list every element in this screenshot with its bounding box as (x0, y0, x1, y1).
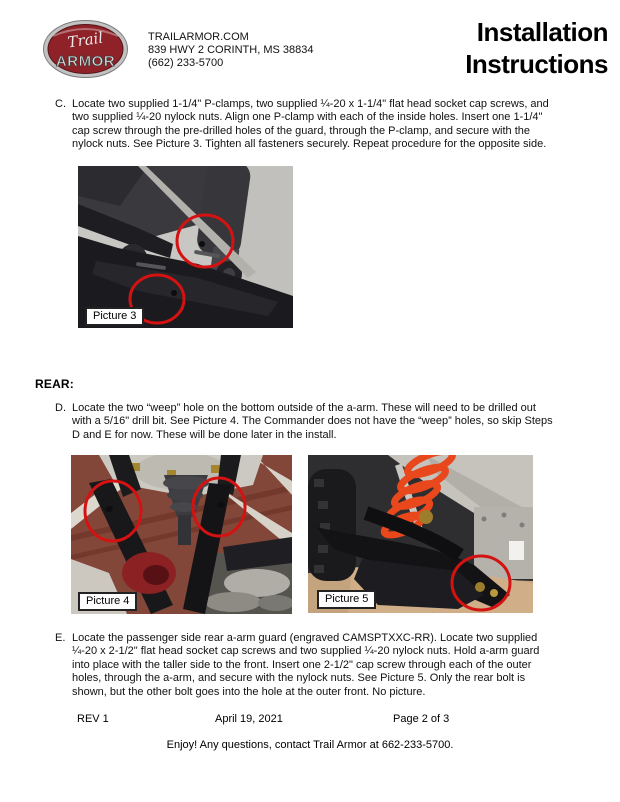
picture-5-label: Picture 5 (317, 590, 376, 609)
title-line-1: Installation (476, 17, 608, 47)
footer-page-number: Page 2 of 3 (393, 713, 450, 725)
company-address: 839 HWY 2 CORINTH, MS 38834 (148, 44, 314, 56)
picture-4-photo (71, 455, 292, 614)
step-c (55, 98, 555, 152)
step-d-text: Locate the two “weep” hole on the bottom outside of the a-arm. These will need to be drilled out with a 5/16" drill bit. See Picture 4. The Commander does not have the “weep” holes, so skip Steps D and E for now. These will be done later in the install. (72, 402, 553, 441)
page-title (465, 16, 608, 80)
step-e (55, 632, 555, 699)
step-d-label: D. (55, 402, 66, 414)
rear-section-heading: REAR: (35, 377, 74, 391)
picture-4-label: Picture 4 (78, 592, 137, 611)
footer-date: April 19, 2021 (215, 713, 283, 725)
trail-armor-logo (43, 20, 128, 78)
logo-armor-text: ARMOR (55, 53, 116, 70)
step-c-label: C. (55, 98, 66, 110)
picture-5-photo (308, 455, 533, 613)
picture-3-image (78, 166, 293, 328)
company-phone: (662) 233-5700 (148, 57, 224, 69)
step-e-text: Locate the passenger side rear a-arm guard (engraved CAMSPTXXC-RR). Locate two supplied ¼-20 x 2-1/2" flat head socket cap screws and two supplied ¼-20 nylock nuts. Hold a-arm guard into place with the taller side to the front. Insert one 2-1/2" cap screw through each of the outer holes, through the a-arm, and secure with the nylock nuts. See Picture 5. Only the rear bolt is shown, but the other bolt goes into the hole at the outer front. No picture. (72, 632, 540, 698)
logo-trail-text: Trail (66, 28, 105, 52)
picture-3-photo (78, 166, 293, 328)
title-line-2: Instructions (465, 49, 608, 79)
company-website: TRAILARMOR.COM (148, 31, 249, 43)
picture-4-image (71, 455, 292, 614)
company-info (148, 31, 313, 70)
step-e-label: E. (55, 632, 66, 644)
step-c-text: Locate two supplied 1-1/4" P-clamps, two supplied ¼-20 x 1-1/4" flat head socket cap screws, and two supplied ¼-20 nylock nuts. Align one P-clamp with each of the inside holes. Insert one 1-1/4" cap screw through the pre-drilled holes of the guard, through the P-clamp, and secure with the nylock nuts. See Picture 3. Tighten all fasteners securely. Repeat procedure for the opposite side. (72, 98, 549, 151)
footer-revision: REV 1 (77, 713, 109, 725)
footer-contact-line: Enjoy! Any questions, contact Trail Armor at 662-233-5700. (166, 739, 454, 751)
step-d (55, 402, 555, 442)
picture-3-label: Picture 3 (85, 307, 144, 326)
